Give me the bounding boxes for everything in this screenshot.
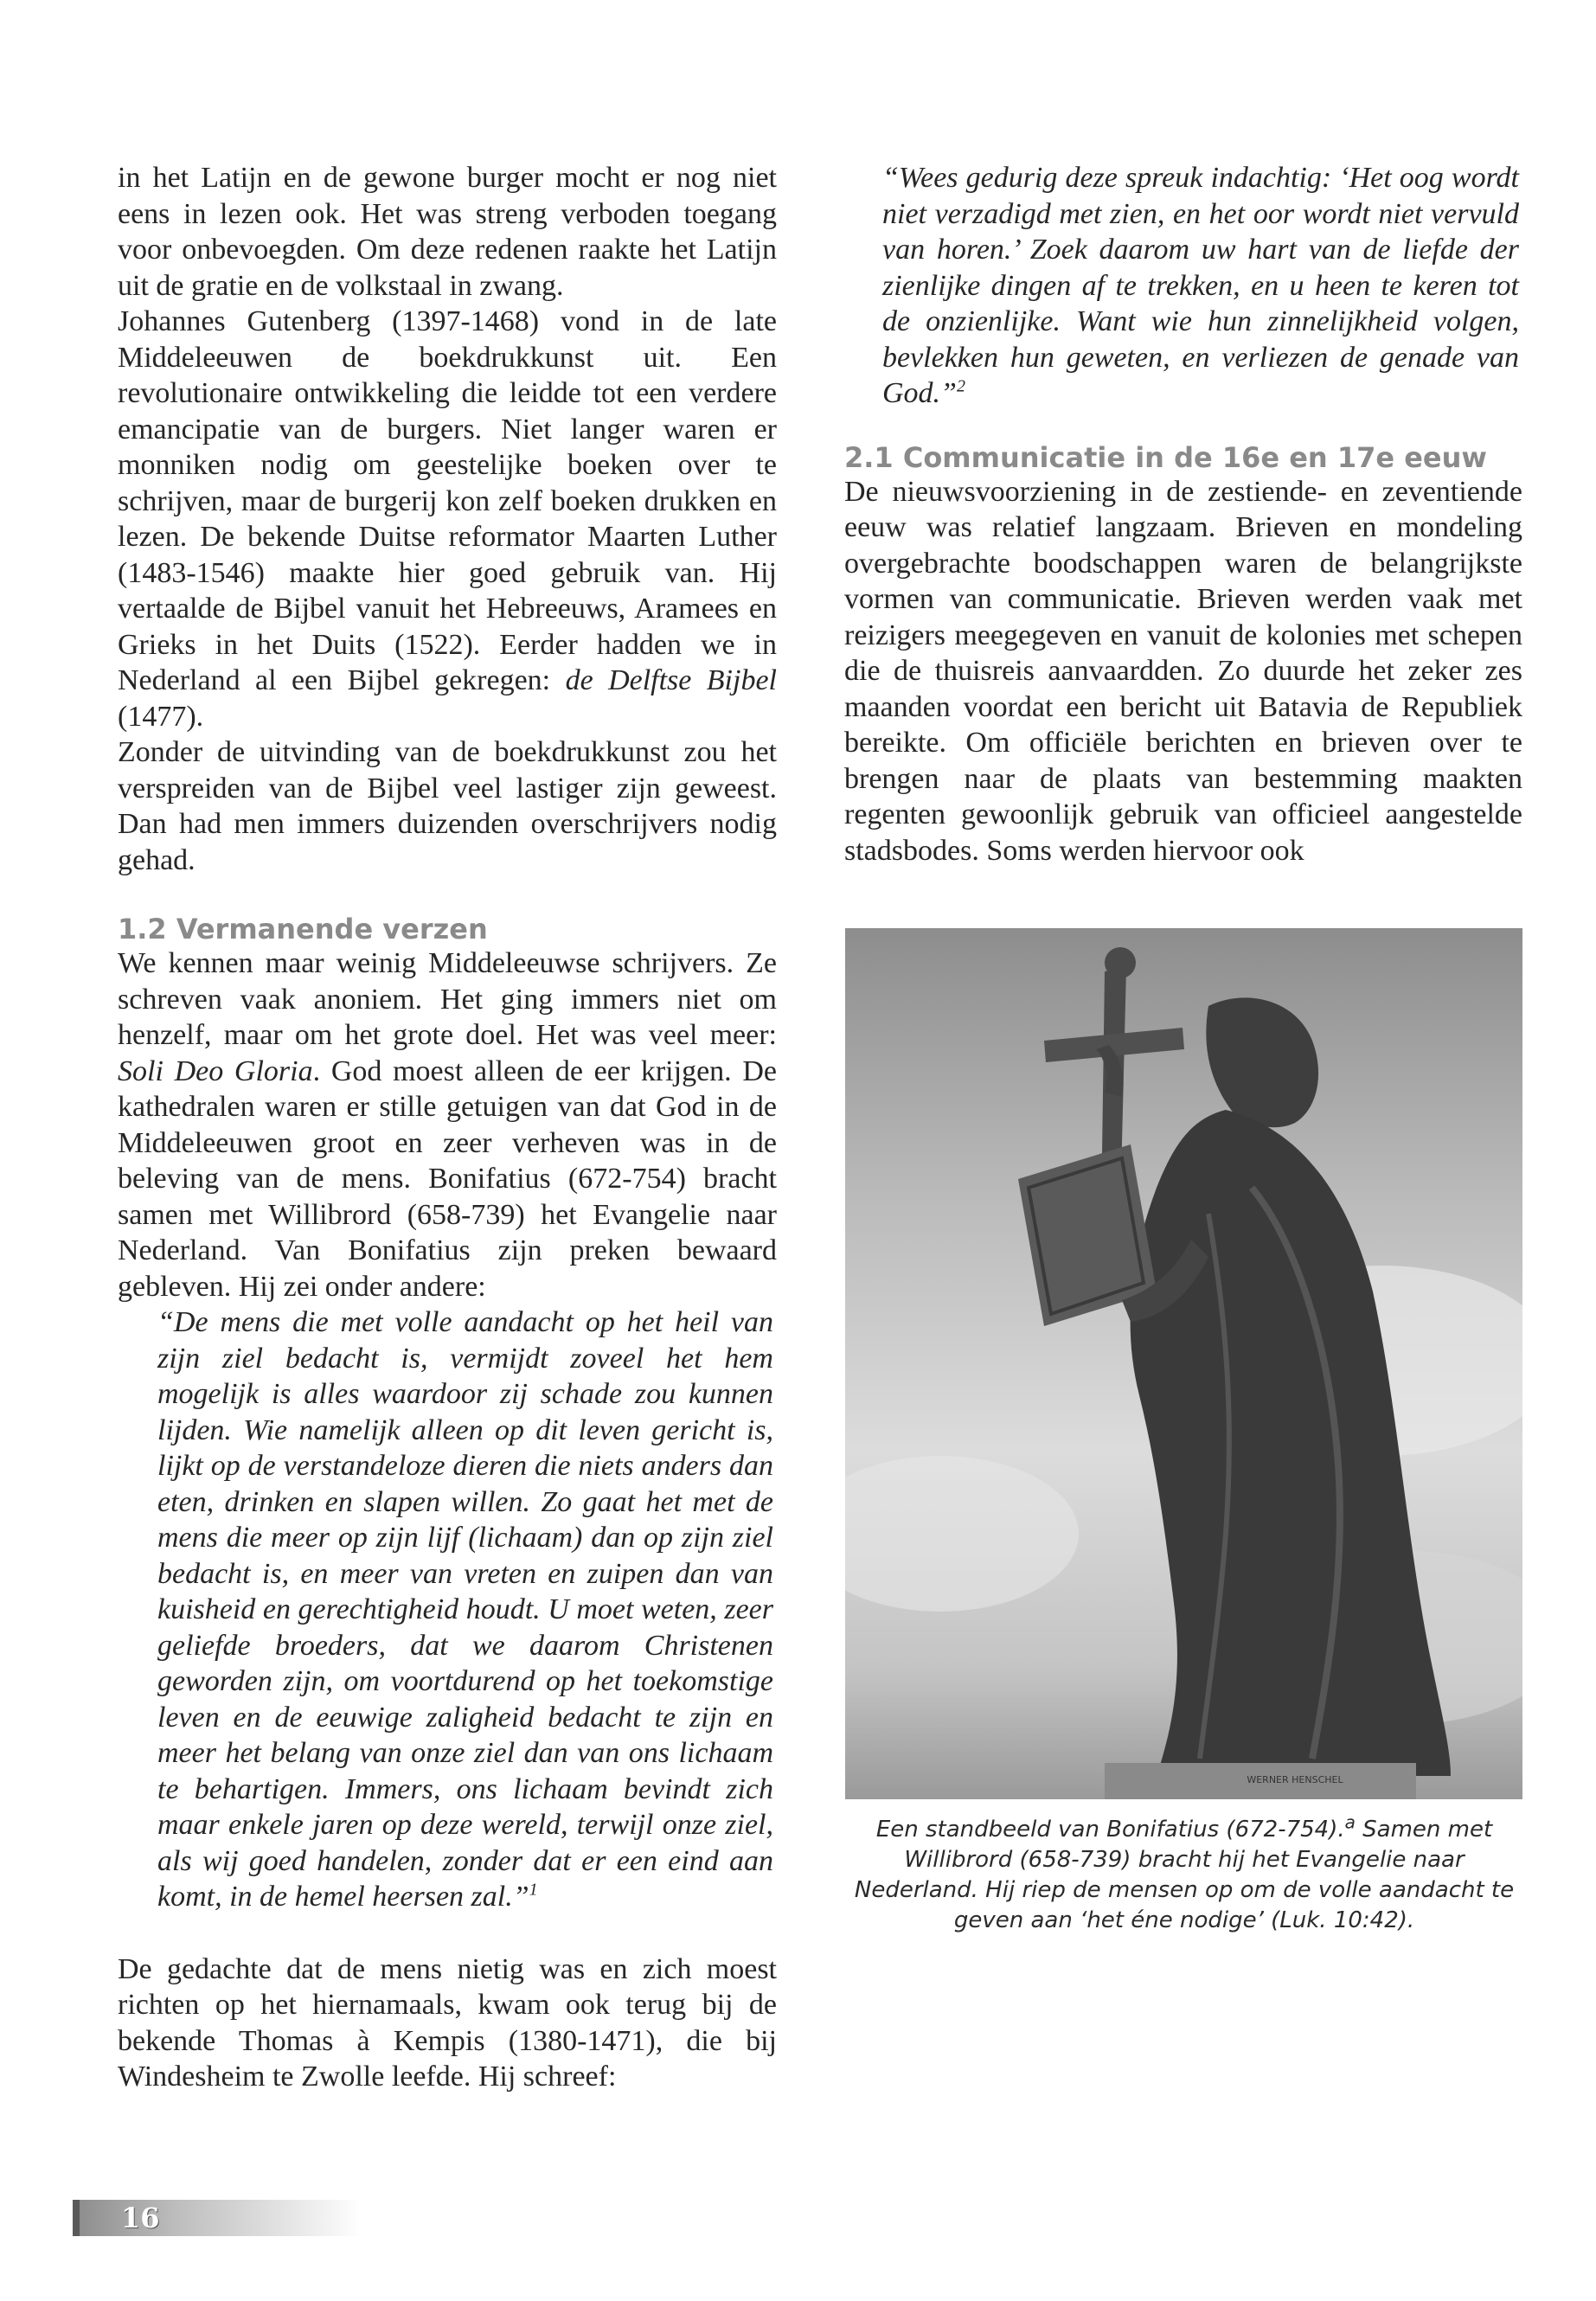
bonifatius-statue-photo (845, 928, 1522, 1799)
right-column (844, 160, 1522, 868)
paragraph-gutenberg-text: Johannes Gutenberg (1397-1468) vond in de late Middeleeuwen de boekdrukkunst uit. Een revolutionaire ontwikkeling die leidde tot een verdere emancipatie van de burgers. Niet langer waren er monniken nodig om geestelijke boeken over te schrijven, maar de burgerij kon zelf boeken drukken en lezen. De bekende Duitse reformator Maarten Luther (1483-1546) maakte hier goed gebruik van. Hij vertaalde de Bijbel vanuit het Hebreeuws, Aramees en Grieks in het Duits (1522). Eerder hadden we in Nederland al een Bijbel gekregen: (118, 305, 777, 696)
bonifatius-quote-text: “De mens die met volle aandacht op het heil van zijn ziel bedacht is, vermijdt zoveel het hem mogelijk is alles waardoor zij schade zou kunnen lijden. Wie namelijk alleen op dit leven gericht is, lijkt op de verstandeloze dieren die niets anders dan eten, drinken en slapen willen. Zo gaat het met de mens die meer op zijn lijf (lichaam) dan op zijn ziel bedacht is, en meer van vreten en zuipen dan van kuisheid en gerechtigheid houdt. U moet weten, zeer geliefde broeders, dat we daarom Christenen geworden zijn, om voortdurend op het toekomstige leven en de eeuwige zaligheid bedacht te zijn en meer het belang van onze ziel dan van ons lichaam te behartigen. Immers, ons lichaam bevindt zich maar enkele jaren op deze wereld, terwijl onze ziel, als wij goed handelen, zonder dat er een eind aan komt, in de hemel heersen zal.” (157, 1306, 773, 1913)
footer-bar (76, 2200, 362, 2236)
statue-head (1206, 997, 1318, 1127)
section-heading-vermanende-verzen: 1.2 Vermanende verzen (118, 913, 488, 945)
page-number: 16 (121, 2202, 160, 2234)
kempis-quote (844, 160, 1522, 412)
paragraph-nieuwsvoorziening: De nieuwsvoorziening in de zestiende- en zeventiende eeuw was relatief langzaam. Brieven en mondeling overgebrachte boodschappen waren de belangrijkste vormen van communicatie. Brieven werden vaak met reizigers meegegeven en vanuit de kolonies met schepen die de thuisreis aanvaardden. Zo duurde het zeker zes maanden voordat een bericht uit Batavia de Republiek bereikte. Om officiële berichten en brieven over te brengen naar de plaats van bestemming maakten regenten gewoonlijk gebruik van officieel aangestelde stadsbodes. Soms werden hiervoor ook (844, 475, 1522, 867)
footnote-marker-2: 2 (956, 376, 965, 396)
paragraph-thomas-a-kempis: De gedachte dat de mens nietig was en zich moest richten op het hiernamaals, kwam ook terug bij de bekende Thomas à Kempis (1380-1471), die bij Windesheim te Zwolle leefde. Hij schreef: (118, 1952, 777, 2093)
footnote-marker-1: 1 (529, 1880, 538, 1900)
paragraph-schrijvers-text: We kennen maar weinig Middeleeuwse schrijvers. Ze schreven vaak anoniem. Het ging immers niet om henzelf, maar om het grote doel. Het was veel meer: (118, 947, 777, 1051)
paragraph-boekdrukkunst: Zonder de uitvinding van de boekdrukkunst zou het verspreiden van de Bijbel veel lastiger zijn geweest. Dan had men immers duizenden overschrijvers nodig gehad. (118, 736, 777, 876)
soli-deo-gloria: Soli Deo Gloria (118, 1054, 313, 1087)
statue-illustration (845, 928, 1522, 1799)
footer-bar-edge (73, 2200, 80, 2236)
delftse-bijbel-title: de Delftse Bijbel (565, 664, 777, 696)
caption-footnote-marker: a (1344, 1811, 1356, 1833)
paragraph-schrijvers-end: . God moest alleen de eer krijgen. De kathedralen waren er stille getuigen van dat God in de Middeleeuwen groot en zeer verheven was in de beleving van de mens. Bonifatius (672-754) bracht samen met Willibrord (658-739) het Evangelie naar Nederland. Van Bonifatius zijn preken bewaard gebleven. Hij zei onder andere: (118, 1054, 778, 1303)
plaque-text: WERNER HENSCHEL (1247, 1774, 1343, 1785)
paragraph-schrijvers (118, 945, 777, 1304)
section-heading-communicatie: 2.1 Communicatie in de 16e en 17e eeuw (844, 440, 1487, 474)
kempis-quote-text: “Wees gedurig deze spreuk indachtig: ‘Het oog wordt niet verzadigd met zien, en het oor wordt niet vervuld van horen.’ Zoek daarom uw hart van de liefde der zienlijke dingen af te trekken, en u heen te keren tot de onzienlijke. Want wie hun zinnelijkheid volgen, bevlekken hun geweten, en verliezen de genade van God.” (882, 162, 1519, 409)
caption-text-end: Samen met Willibrord (658-739) bracht hij het Evangelie naar Nederland. Hij riep de mensen op om de volle aandacht te geven aan ‘het éne nodige’ (Luk. 10:42). (854, 1817, 1515, 1933)
paragraph-gutenberg-end: (1477). (118, 700, 204, 733)
figure-caption (839, 1811, 1529, 1936)
left-column (118, 160, 777, 2095)
caption-text: Een standbeeld van Bonifatius (672-754). (875, 1817, 1345, 1843)
bonifatius-quote (118, 1304, 777, 1915)
paragraph-latin: in het Latijn en de gewone burger mocht er nog niet eens in lezen ook. Het was streng verboden toegang voor onbevoegden. Om deze redenen raakte het Latijn uit de gratie en de volkstaal in zwang. (118, 162, 777, 302)
paragraph-gutenberg (118, 304, 777, 734)
